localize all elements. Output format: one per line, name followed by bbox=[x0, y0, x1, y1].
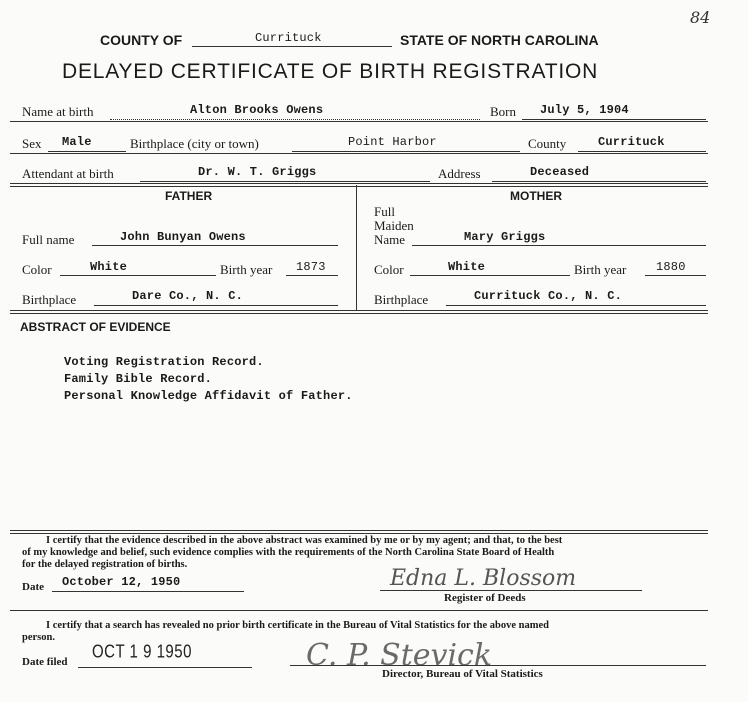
father-heading: FATHER bbox=[165, 189, 213, 203]
father-color-value: White bbox=[90, 260, 128, 274]
date-filed-stamp: OCT 1 9 1950 bbox=[92, 642, 192, 663]
date-filed-label: Date filed bbox=[22, 656, 68, 668]
certification-line: of my knowledge and belief, such evidence complies with the requirements of the North Carolina State Board of Health bbox=[22, 547, 555, 558]
certification-line: I certify that the evidence described in the above abstract was examined by me or by my agent; and that, to the best bbox=[46, 535, 563, 546]
sex-value: Male bbox=[62, 135, 92, 149]
birthplace-label: Birthplace (city or town) bbox=[130, 136, 259, 151]
mother-name-value: Mary Griggs bbox=[464, 230, 546, 244]
attendant-label: Attendant at birth bbox=[22, 166, 114, 181]
father-birthplace-value: Dare Co., N. C. bbox=[132, 289, 244, 303]
evidence-item: Personal Knowledge Affidavit of Father. bbox=[64, 389, 353, 403]
mother-color-value: White bbox=[448, 260, 486, 274]
mother-birthplace-label: Birthplace bbox=[374, 292, 429, 307]
county-row-label: County bbox=[528, 136, 567, 151]
certification-line: for the delayed registration of births. bbox=[22, 559, 188, 570]
director-signature: C. P. Stevick bbox=[306, 638, 493, 673]
mother-color-label: Color bbox=[374, 262, 404, 277]
evidence-item: Voting Registration Record. bbox=[64, 355, 264, 369]
county-label: COUNTY OF bbox=[100, 32, 183, 48]
name-at-birth-value: Alton Brooks Owens bbox=[190, 103, 324, 117]
born-label: Born bbox=[490, 104, 516, 119]
birthplace-value: Point Harbor bbox=[348, 135, 437, 149]
mother-name-label-full: Full bbox=[374, 204, 395, 219]
state-label: STATE OF NORTH CAROLINA bbox=[400, 32, 599, 48]
address-value: Deceased bbox=[530, 165, 590, 179]
address-label: Address bbox=[438, 166, 481, 181]
father-birth-year-value: 1873 bbox=[296, 260, 326, 274]
mother-birth-year-label: Birth year bbox=[574, 262, 627, 277]
search-line: person. bbox=[22, 632, 55, 643]
sex-label: Sex bbox=[22, 136, 42, 151]
register-title: Register of Deeds bbox=[444, 592, 526, 604]
mother-heading: MOTHER bbox=[510, 189, 562, 203]
father-birthplace-label: Birthplace bbox=[22, 292, 77, 307]
director-title: Director, Bureau of Vital Statistics bbox=[382, 668, 543, 680]
county-value: Currituck bbox=[255, 31, 322, 45]
attendant-value: Dr. W. T. Griggs bbox=[198, 165, 317, 179]
evidence-heading: ABSTRACT OF EVIDENCE bbox=[20, 320, 171, 334]
county-row-value: Currituck bbox=[598, 135, 665, 149]
page-number: 84 bbox=[690, 8, 711, 27]
father-birth-year-label: Birth year bbox=[220, 262, 273, 277]
father-full-name-label: Full name bbox=[22, 232, 75, 247]
certificate-title: DELAYED CERTIFICATE OF BIRTH REGISTRATION bbox=[62, 60, 599, 83]
name-at-birth-label: Name at birth bbox=[22, 104, 94, 119]
father-full-name-value: John Bunyan Owens bbox=[120, 230, 246, 244]
mother-birthplace-value: Currituck Co., N. C. bbox=[474, 289, 623, 303]
born-value: July 5, 1904 bbox=[540, 103, 629, 117]
search-line: I certify that a search has revealed no prior birth certificate in the Bureau of Vital Statistics for the above named bbox=[46, 620, 549, 631]
mother-birth-year-value: 1880 bbox=[656, 260, 686, 274]
evidence-item: Family Bible Record. bbox=[64, 372, 213, 386]
date-label: Date bbox=[22, 581, 44, 593]
father-color-label: Color bbox=[22, 262, 52, 277]
mother-name-label-maiden: Maiden bbox=[374, 218, 414, 233]
register-signature: Edna L. Blossom bbox=[390, 566, 577, 591]
mother-name-label: Name bbox=[374, 232, 406, 247]
certification-date-value: October 12, 1950 bbox=[62, 575, 181, 589]
